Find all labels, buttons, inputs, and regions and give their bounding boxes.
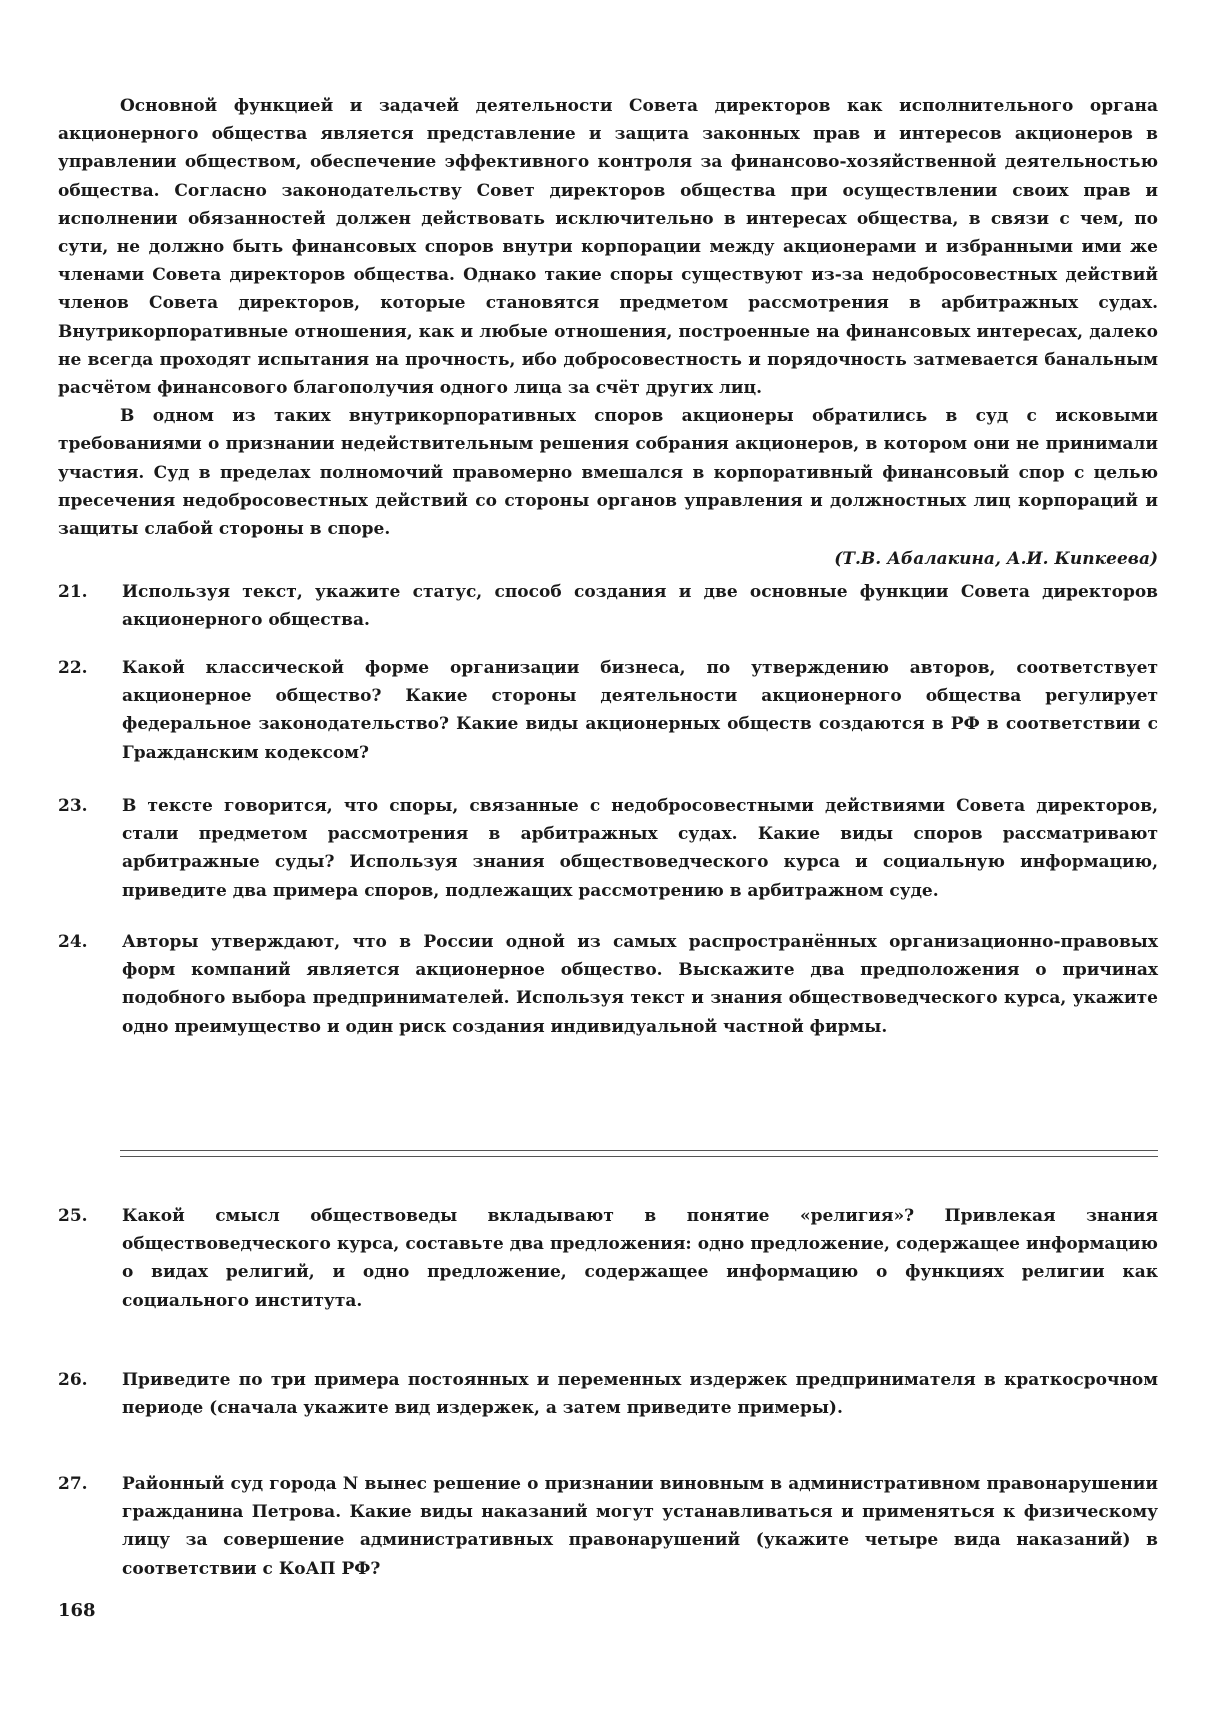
task-number: 25. <box>58 1206 88 1226</box>
task-25 <box>58 1202 1158 1315</box>
task-text: Авторы утверждают, что в России одной из самых распространённых организационно-правовых форм компаний является акционерное общество. Выскажите два предположения о причинах подобного выбора предпринимателей. Используя текст и знания обществоведческого курса, укажите одно преимущество и один риск создания индивидуальной частной фирмы. <box>122 932 1158 1037</box>
task-21 <box>58 578 1158 634</box>
task-number: 21. <box>58 582 88 602</box>
passage-attribution: (Т.В. Абалакина, А.И. Кипкеева) <box>834 549 1158 570</box>
task-22 <box>58 654 1158 767</box>
task-number: 24. <box>58 932 88 952</box>
task-text: Какой классической форме организации бизнеса, по утверждению авторов, соответствует акционерное общество? Какие стороны деятельности акционерного общества регулирует федеральное законодательство? Какие виды акционерных обществ создаются в РФ в соответствии с Гражданским кодексом? <box>122 658 1158 763</box>
source-passage <box>58 92 1158 573</box>
task-number: 23. <box>58 796 88 816</box>
page-number: 168 <box>58 1600 96 1621</box>
passage-paragraph-1: Основной функцией и задачей деятельности Совета директоров как исполнительного органа акционерного общества является представление и защита законных прав и интересов акционеров в управлении обществом, обеспечение эффективного контроля за финансово-хозяйственной деятельностью общества. Согласно законодательству Совет директоров общества при осуществлении своих прав и исполнении обязанностей должен действовать исключительно в интересах общества, в связи с чем, по сути, не должно быть финансовых споров внутри корпорации между акционерами и избранными ими же членами Совета директоров общества. Однако такие споры существуют из-за недобросовестных действий членов Совета директоров, которые становятся предметом рассмотрения в арбитражных судах. Внутрикорпоративные отношения, как и любые отношения, построенные на финансовых интересах, далеко не всегда проходят испытания на прочность, ибо добросовестность и порядочность затмевается банальным расчётом финансового благополучия одного лица за счёт других лиц. <box>58 96 1158 399</box>
task-text: В тексте говорится, что споры, связанные с недобросовестными действиями Совета директоров, стали предметом рассмотрения в арбитражных судах. Какие виды споров рассматривают арбитражные суды? Используя знания обществоведческого курса и социальную информацию, приведите два примера споров, подлежащих рассмотрению в арбитражном суде. <box>122 796 1158 901</box>
task-text: Приведите по три примера постоянных и переменных издержек предпринимателя в краткосрочном периоде (сначала укажите вид издержек, а затем приведите примеры). <box>122 1370 1158 1419</box>
task-23 <box>58 792 1158 905</box>
task-number: 26. <box>58 1370 88 1390</box>
section-divider <box>120 1150 1158 1157</box>
task-text: Какой смысл обществоведы вкладывают в понятие «религия»? Привлекая знания обществоведческого курса, составьте два предложения: одно предложение, содержащее информацию о видах религий, и одно предложение, содержащее информацию о функциях религии как социального института. <box>122 1206 1158 1311</box>
task-text: Используя текст, укажите статус, способ создания и две основные функции Совета директоров акционерного общества. <box>122 582 1158 631</box>
task-24 <box>58 928 1158 1041</box>
task-number: 27. <box>58 1474 88 1494</box>
task-text: Районный суд города N вынес решение о признании виновным в административном правонарушении гражданина Петрова. Какие виды наказаний могут устанавливаться и применяться к физическому лицу за совершение административных правонарушений (укажите четыре вида наказаний) в соответствии с КоАП РФ? <box>122 1474 1158 1579</box>
task-27 <box>58 1470 1158 1583</box>
passage-paragraph-2: В одном из таких внутрикорпоративных споров акционеры обратились в суд с исковыми требованиями о признании недействительным решения собрания акционеров, в котором они не принимали участия. Суд в пределах полномочий правомерно вмешался в корпоративный финансовый спор с целью пресечения недобросовестных действий со стороны органов управления и должностных лиц корпораций и защиты слабой стороны в споре. <box>58 406 1158 540</box>
task-number: 22. <box>58 658 88 678</box>
task-26 <box>58 1366 1158 1422</box>
